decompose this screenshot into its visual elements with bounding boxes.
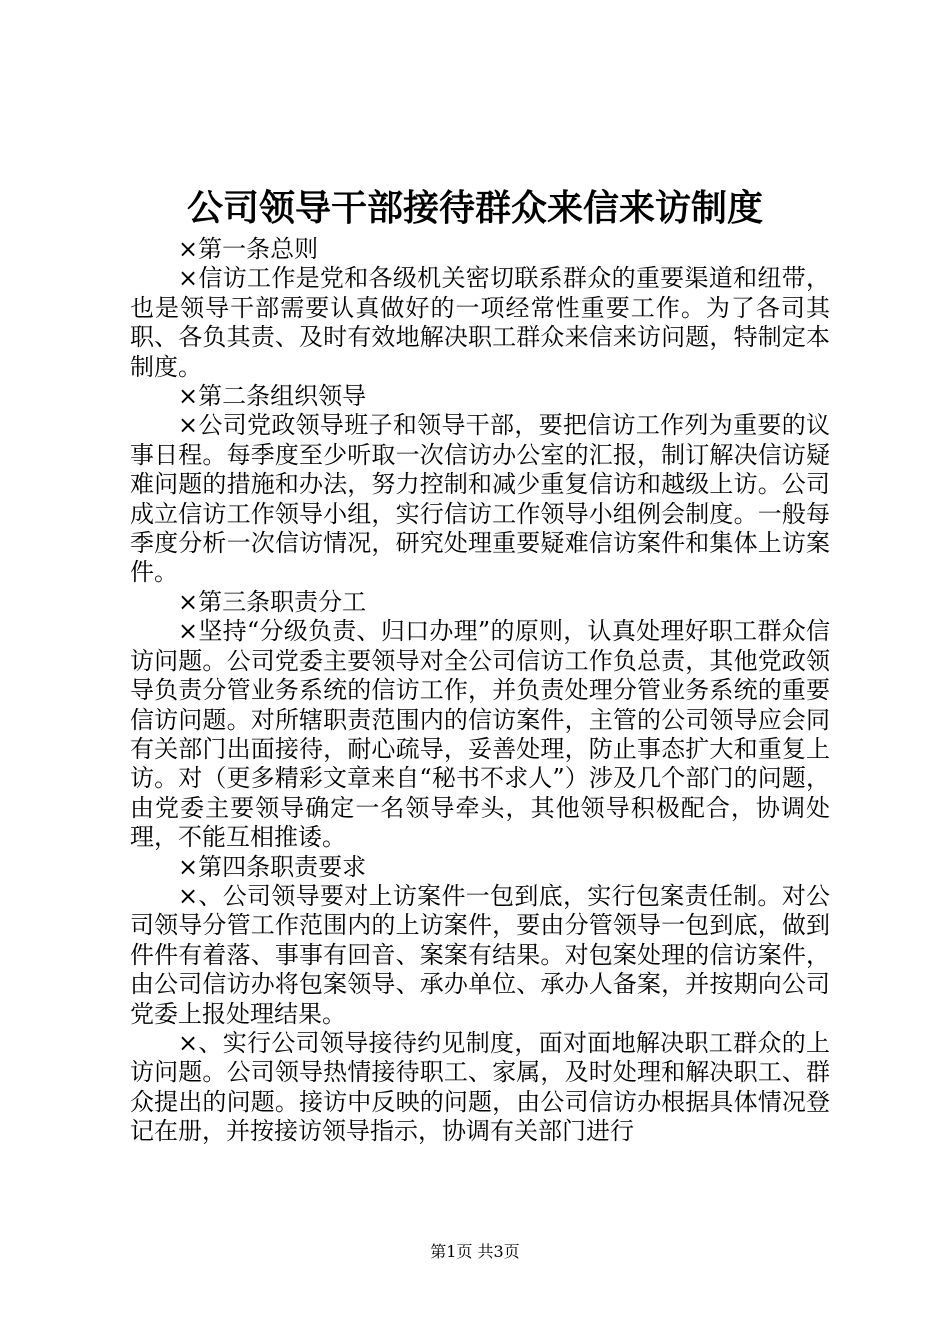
paragraph-3: ×坚持“分级负责、归口办理”的原则，认真处理好职工群众信访问题。公司党委主要领导对全公司信访工作负总责，其他党政领导负责分管业务系统的信访工作，并负责处理分管业务系统的重要信访问题。对所辖职责范围内的信访案件，主管的公司领导应会同有关部门出面接待，耐心疏导，妥善处理，防止事态扩大和重复上访。对（更多精彩文章来自“秘书不求人”）涉及几个部门的问题，由党委主要领导确定一名领导牵头，其他领导积极配合，协调处理，不能互相推诿。 [130,617,830,852]
article-heading-4: ×第四条职责要求 [178,852,367,881]
article-heading-3: ×第三条职责分工 [178,587,367,616]
paragraph-5: ×、实行公司领导接待约见制度，面对面地解决职工群众的上访问题。公司领导热情接待职工、家属，及时处理和解决职工、群众提出的问题。接访中反映的问题，由公司信访办根据具体情况登记在册，并按接访领导指示，协调有关部门进行 [130,1028,830,1146]
paragraph-4: ×、公司领导要对上访案件一包到底，实行包案责任制。对公司领导分管工作范围内的上访案件，要由分管领导一包到底，做到件件有着落、事事有回音、案案有结果。对包案处理的信访案件，由公司信访办将包案领导、承办单位、承办人备案，并按期向公司党委上报处理结果。 [130,881,830,1028]
article-heading-1: ×第一条总则 [178,235,319,263]
document-body [130,235,830,1147]
paragraph-2: ×公司党政领导班子和领导干部，要把信访工作列为重要的议事日程。每季度至少听取一次信访办公室的汇报，制订解决信访疑难问题的措施和办法，努力控制和减少重复信访和越级上访。公司成立信访工作领导小组，实行信访工作领导小组例会制度。一般每季度分析一次信访情况，研究处理重要疑难信访案件和集体上访案件。 [130,411,830,587]
page-number: 第1页 共3页 [430,1242,520,1261]
paragraph-1: ×信访工作是党和各级机关密切联系群众的重要渠道和纽带，也是领导干部需要认真做好的一项经常性重要工作。为了各司其职、各负其责、及时有效地解决职工群众来信来访问题，特制定本制度。 [130,264,830,381]
article-heading-2: ×第二条组织领导 [178,382,367,411]
document-title: 公司领导干部接待群众来信来访制度 [186,187,763,229]
